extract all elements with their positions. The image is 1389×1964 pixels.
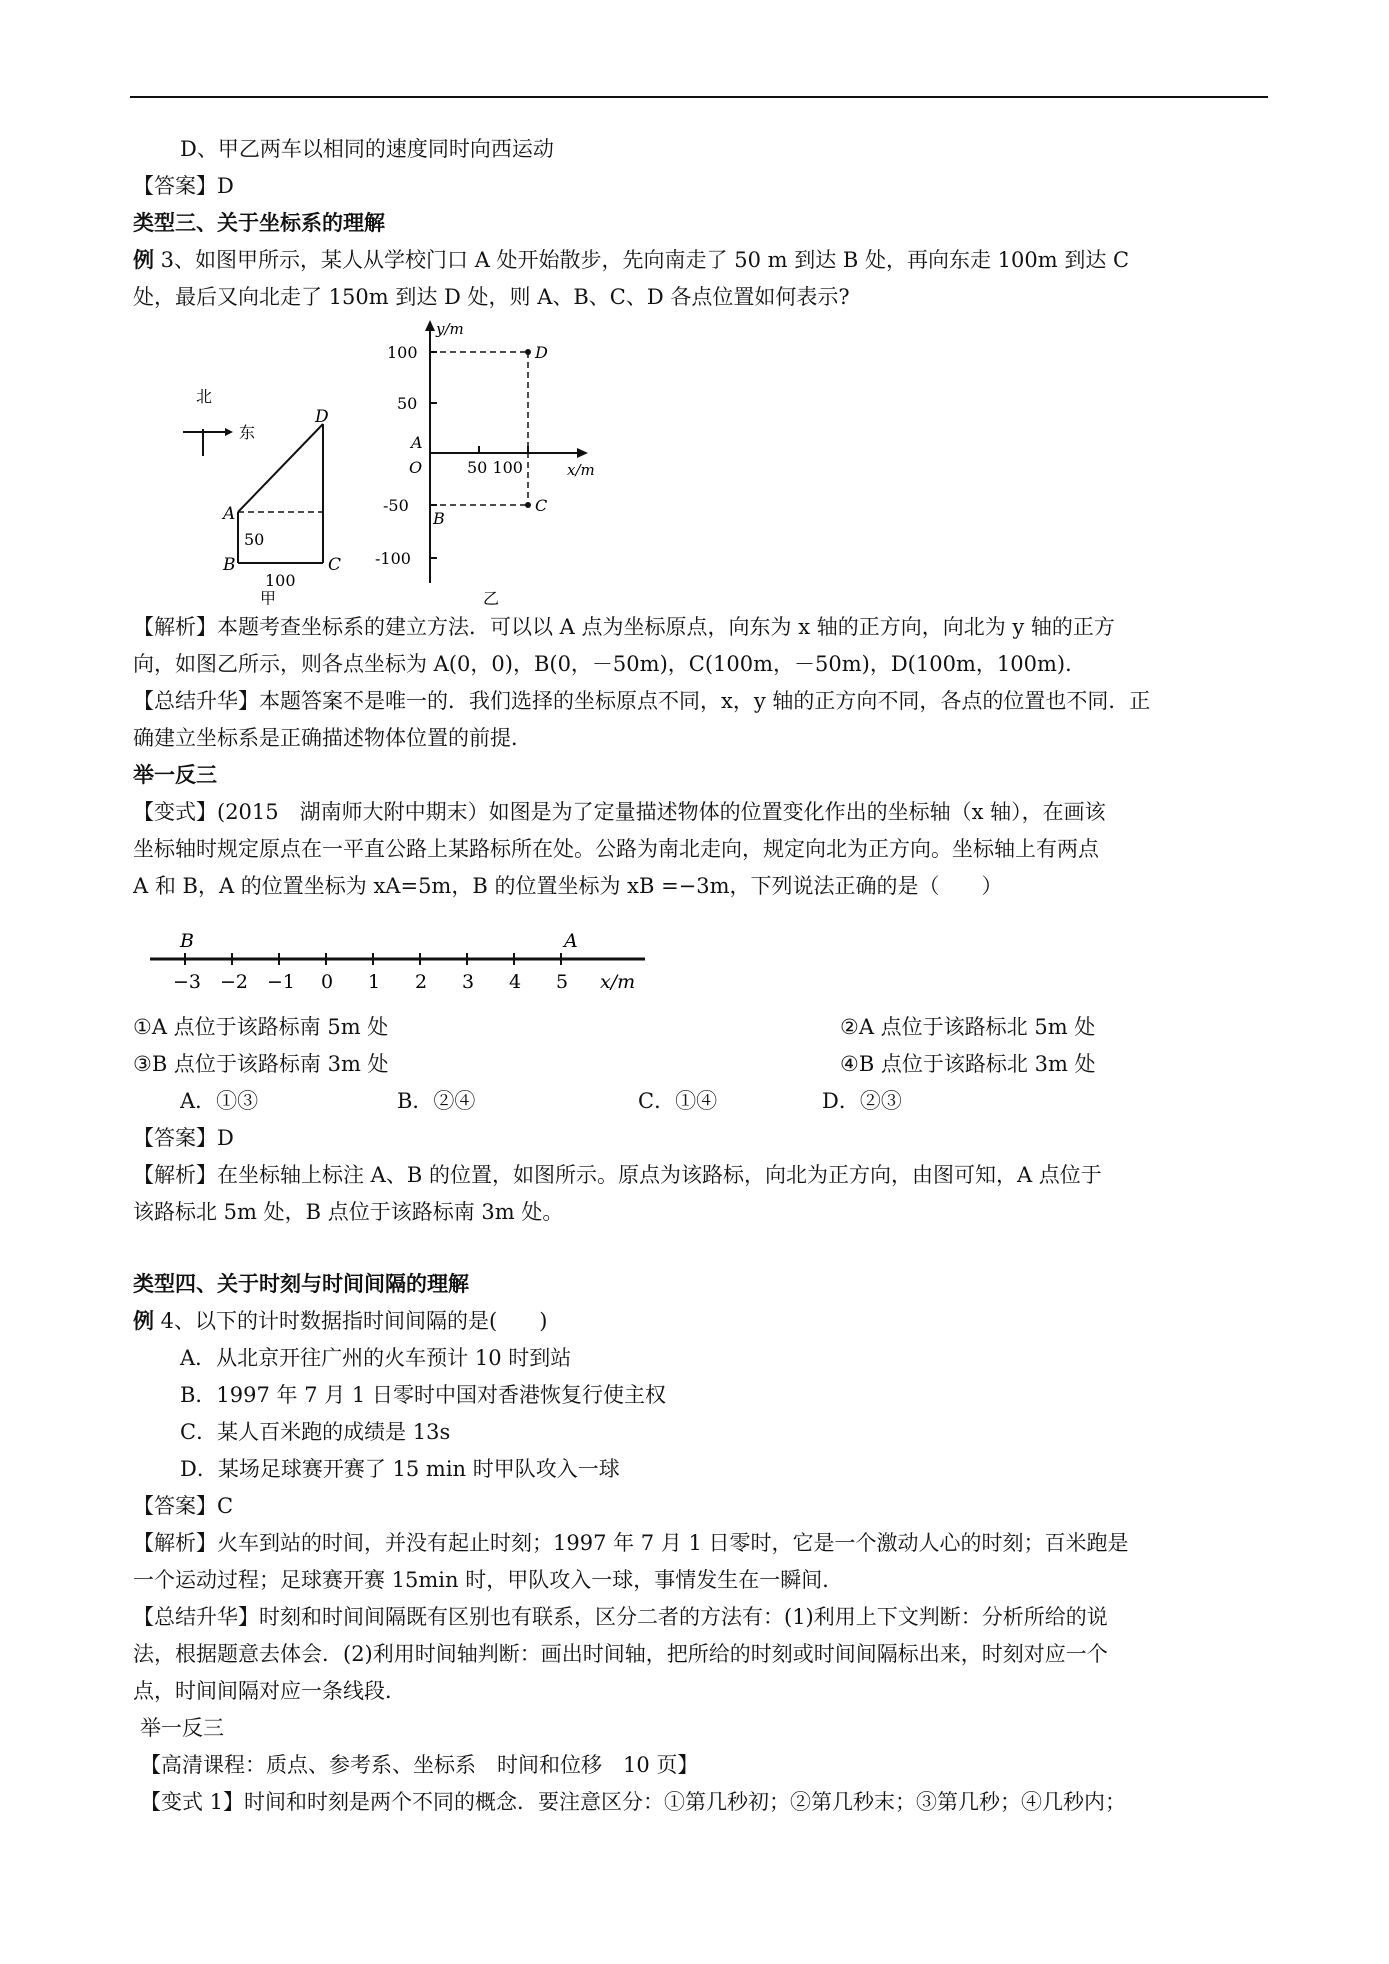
figure-jia [175,380,365,605]
y-arrow-icon [425,320,435,331]
variant-1-line: 【变式 1】时间和时刻是两个不同的概念．要注意区分：①第几秒初；②第几秒末；③第几秒；④几秒内； [140,1790,1127,1814]
choice-c: C．①④ [638,1089,718,1113]
figure-yi [375,318,615,605]
number-line-figure [140,925,660,1005]
y-tick-neg100: -100 [375,549,411,568]
point-d [525,349,531,355]
variant-line-1: 【变式】(2015 湖南师大附中期末）如图是为了定量描述物体的位置变化作出的坐标轴（x 轴），在画该 [133,800,1106,824]
summary-4-line-3: 点，时间间隔对应一条线段． [133,1679,406,1703]
tick-label: 1 [368,971,381,993]
section-title-4: 类型四、关于时刻与时间间隔的理解 [133,1271,469,1296]
point-a-label: A [564,930,578,952]
caption-jia: 甲 [260,589,277,605]
option-3: ③B 点位于该路标南 3m 处 [133,1052,389,1076]
practice-title-1: 举一反三 [133,762,217,787]
label-d-yi: D [535,343,548,362]
unit-label: x/m [600,971,636,993]
example-4-opt-a: A．从北京开往广州的火车预计 10 时到站 [180,1346,572,1370]
label-b: B [223,555,236,575]
label-d: D [315,407,329,427]
analysis-v-line-1: 【解析】在坐标轴上标注 A、B 的位置，如图所示。原点为该路标，向北为正方向，由图可知，A 点位于 [133,1163,1102,1187]
summary-4-line-2: 法，根据题意去体会．(2)利用时间轴判断：画出时间轴，把所给的时刻或时间间隔标出来，时刻对应一个 [133,1642,1108,1666]
tick-label: −2 [220,971,249,993]
y-tick-neg50: -50 [383,496,409,515]
example-4-text: 4、以下的计时数据指时间间隔的是( ) [154,1309,548,1333]
label-a-yi: A [411,433,423,452]
analysis-4-line-2: 一个运动过程；足球赛开赛 15min 时，甲队攻入一球，事情发生在一瞬间． [133,1568,844,1592]
option-4: ④B 点位于该路标北 3m 处 [840,1052,1096,1076]
example-4-label: 例 [133,1308,154,1333]
tick-label: −1 [267,971,296,993]
dim-ab: 50 [244,530,265,549]
tick-label: −3 [173,971,202,993]
tick-label: 5 [556,971,569,993]
x-axis-label: x/m [567,461,595,479]
example-4-opt-d: D．某场足球赛开赛了 15 min 时甲队攻入一球 [180,1457,620,1481]
analysis-4-line-1: 【解析】火车到站的时间，并没有起止时刻；1997 年 7 月 1 日零时，它是一个激动人心的时刻；百米跑是 [133,1531,1129,1555]
point-b-label: B [180,930,194,952]
option-2: ②A 点位于该路标北 5m 处 [840,1015,1096,1039]
answer-3: 【答案】C [133,1494,234,1518]
x-ticks: 50 100 [467,458,523,477]
answer-2: 【答案】D [133,1126,234,1150]
option-d-prev: D、甲乙两车以相同的速度同时向西运动 [180,137,554,161]
north-label: 北 [196,387,213,406]
y-axis-label: y/m [436,320,464,338]
tick-label: 2 [415,971,428,993]
option-1: ①A 点位于该路标南 5m 处 [133,1015,389,1039]
x-arrow-icon [577,448,588,458]
origin-label: O [409,458,423,477]
point-c [525,502,531,508]
variant-line-2: 坐标轴时规定原点在一平直公路上某路标所在处。公路为南北走向，规定向北为正方向。坐标轴上有两点 [133,837,1099,861]
dim-bc: 100 [265,571,296,590]
tick-label: 3 [462,971,475,993]
tick-label: 0 [321,971,334,993]
summary-3-line-1: 【总结升华】本题答案不是唯一的．我们选择的坐标原点不同，x，y 轴的正方向不同，各点的位置也不同．正 [133,689,1151,713]
example-4-line [133,1306,547,1336]
caption-yi: 乙 [483,589,500,605]
header-rule [130,96,1268,98]
course-reference: 【高清课程：质点、参考系、坐标系 时间和位移 10 页】 [140,1753,699,1777]
east-arrow-icon [225,428,233,436]
choice-d: D．②③ [822,1089,902,1113]
label-c-yi: C [535,496,548,515]
analysis-v-line-2: 该路标北 5m 处，B 点位于该路标南 3m 处。 [133,1200,564,1224]
example-3-text: 3、如图甲所示，某人从学校门口 A 处开始散步，先向南走了 50 m 到达 B 处，再向东走 100m 到达 C [154,248,1130,272]
example-4-opt-c: C．某人百米跑的成绩是 13s [180,1420,451,1444]
example-3-line-2: 处，最后又向北走了 150m 到达 D 处，则 A、B、C、D 各点位置如何表示? [133,285,850,309]
summary-3-line-2: 确建立坐标系是正确描述物体位置的前提． [133,726,532,750]
east-label: 东 [239,423,256,442]
analysis-3-line-1: 【解析】本题考查坐标系的建立方法．可以以 A 点为坐标原点，向东为 x 轴的正方向，向北为 y 轴的正方 [133,615,1115,639]
choice-a: A．①③ [180,1089,259,1113]
choice-b: B．②④ [397,1089,476,1113]
tick-label: 4 [509,971,522,993]
variant-line-3: A 和 B，A 的位置坐标为 xA=5m，B 的位置坐标为 xB =−3m，下列说法正确的是（ ） [133,874,1003,898]
y-tick-100: 100 [387,343,418,362]
label-b-yi: B [433,509,445,528]
section-title-3: 类型三、关于坐标系的理解 [133,210,385,235]
label-c: C [328,555,342,575]
example-3-line-1 [133,245,1129,275]
label-a: A [223,504,236,524]
example-4-opt-b: B．1997 年 7 月 1 日零时中国对香港恢复行使主权 [180,1383,666,1407]
answer-1: 【答案】D [133,174,234,198]
y-tick-50: 50 [397,394,418,413]
analysis-3-line-2: 向，如图乙所示，则各点坐标为 A(0，0)，B(0，－50m)，C(100m，－50m)，D(100m，100m). [133,652,1072,676]
summary-4-line-1: 【总结升华】时刻和时间间隔既有区别也有联系，区分二者的方法有：(1)利用上下文判断：分析所给的说 [133,1605,1108,1629]
practice-title-2: 举一反三 [140,1716,224,1740]
example-label: 例 [133,247,154,272]
